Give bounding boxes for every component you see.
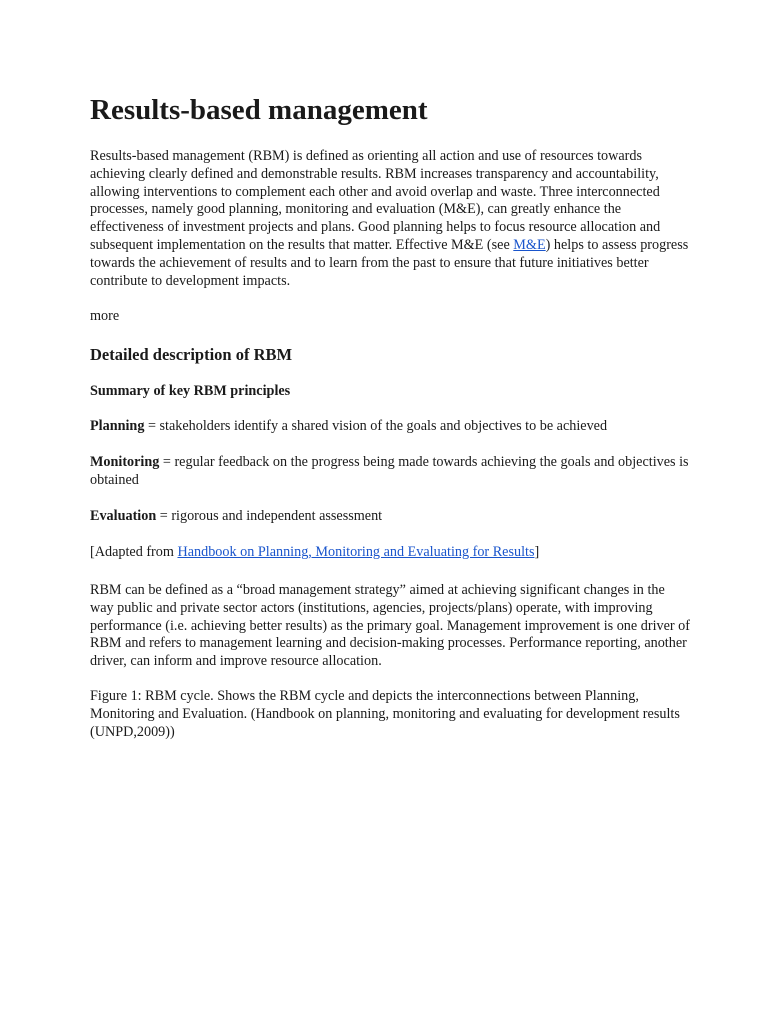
rbm-definition-paragraph: RBM can be defined as a “broad management strategy” aimed at achieving significant changes in the way public and private sector actors (institutions, agencies, projects/plans) operate, with improving performance (i.e. achieving better results) as the primary goal. Management improvement is one driver of RBM and refers to management learning and decision-making processes. Performance reporting, another driver, can inform and improve resource allocation. bbox=[90, 582, 690, 670]
principle-planning bbox=[90, 418, 690, 436]
adapted-from-note bbox=[90, 544, 690, 562]
figure-caption: Figure 1: RBM cycle. Shows the RBM cycle and depicts the interconnections between Planning, Monitoring and Evaluation. (Handbook on planning, monitoring and evaluating for development results (UNPD,2009)) bbox=[90, 688, 680, 740]
principle-definition-evaluation: = rigorous and independent assessment bbox=[156, 508, 383, 524]
section-heading: Detailed description of RBM bbox=[90, 345, 293, 364]
handbook-link[interactable]: Handbook on Planning, Monitoring and Evaluating for Results bbox=[177, 544, 535, 560]
principle-term-monitoring: Monitoring bbox=[90, 454, 160, 470]
intro-text-before-link: Results-based management (RBM) is defined as orienting all action and use of resources towards achieving clearly defined and demonstrable results. RBM increases transparency and accountability, allowing interventions to complement each other and avoid overlap and waste. Three interconnected processes, namely good planning, monitoring and evaluation (M&E), can greatly enhance the effectiveness of investment projects and plans. Good planning helps to focus resource allocation and subsequent implementation on the results that matter. Effective M&E (see bbox=[90, 148, 661, 253]
principle-definition-planning: = stakeholders identify a shared vision of the goals and objectives to be achieved bbox=[144, 418, 608, 434]
principle-evaluation bbox=[90, 508, 690, 526]
adapted-suffix: ] bbox=[534, 544, 540, 560]
summary-heading: Summary of key RBM principles bbox=[90, 383, 291, 399]
principle-term-evaluation: Evaluation bbox=[90, 508, 157, 524]
page-title: Results-based management bbox=[90, 94, 428, 126]
me-link[interactable]: M&E bbox=[513, 236, 546, 253]
adapted-prefix: [Adapted from bbox=[90, 544, 178, 560]
principle-monitoring bbox=[90, 454, 690, 490]
intro-text-after-link: ) helps to assess progress towards the achievement of results and to learn from the past to ensure that future initiatives better contribute to development impacts. bbox=[90, 236, 689, 289]
more-link[interactable]: more bbox=[90, 308, 120, 324]
intro-paragraph bbox=[90, 148, 690, 290]
principle-term-planning: Planning bbox=[90, 418, 145, 434]
principle-definition-monitoring: = regular feedback on the progress being made towards achieving the goals and objectives is obtained bbox=[90, 454, 689, 488]
